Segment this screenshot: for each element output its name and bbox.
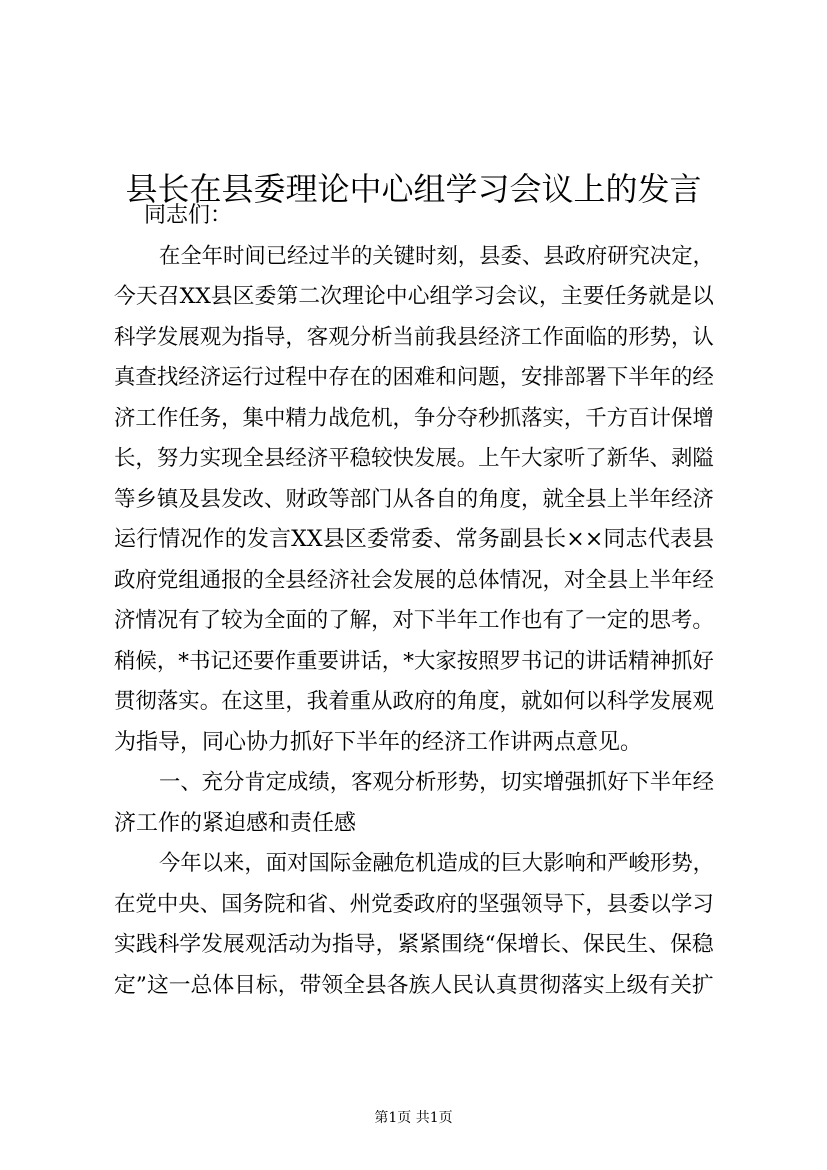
body-line: 政府党组通报的全县经济社会发展的总体情况，对全县上半年经 bbox=[114, 567, 714, 593]
body-line: 长，努力实现全县经济平稳较快发展。上午大家听了新华、剥隘 bbox=[114, 446, 714, 471]
body-line: 为指导，同心协力抓好下半年的经济工作讲两点意见。 bbox=[114, 729, 643, 755]
body-line: 稍候，*书记还要作重要讲话，*大家按照罗书记的讲话精神抓好 bbox=[114, 648, 714, 674]
body-line: 等乡镇及县发改、财政等部门从各自的角度，就全县上半年经济 bbox=[114, 486, 714, 512]
body-line: 济工作任务，集中精力战危机，争分夺秒抓落实，千方百计保增 bbox=[114, 405, 714, 431]
body-line: 在党中央、国务院和省、州党委政府的坚强领导下，县委以学习 bbox=[114, 891, 714, 917]
page-footer: 第1页 共1页 bbox=[374, 1110, 453, 1126]
body-line: 实践科学发展观活动为指导，紧紧围绕“保增长、保民生、保稳 bbox=[114, 932, 714, 957]
document-title: 县长在县委理论中心组学习会议上的发言 bbox=[125, 170, 702, 209]
body-line: 贯彻落实。在这里，我着重从政府的角度，就如何以科学发展观 bbox=[114, 689, 714, 714]
body-line: 今天召XX县区委第二次理论中心组学习会议，主要任务就是以 bbox=[114, 284, 714, 309]
document-body bbox=[0, 196, 827, 1006]
body-line: 济情况有了较为全面的了解，对下半年工作也有了一定的思考。 bbox=[114, 608, 714, 633]
body-line: 定”这一总体目标，带领全县各族人民认真贯彻落实上级有关扩 bbox=[114, 972, 714, 998]
body-line: 济工作的紧迫感和责任感 bbox=[114, 810, 357, 836]
body-line: 今年以来，面对国际金融危机造成的巨大影响和严峻形势， bbox=[159, 851, 714, 876]
body-line: 科学发展观为指导，客观分析当前我县经济工作面临的形势，认 bbox=[114, 324, 714, 350]
body-line: 在全年时间已经过半的关键时刻，县委、县政府研究决定， bbox=[159, 243, 714, 269]
body-line: 一、充分肯定成绩，客观分析形势，切实增强抓好下半年经 bbox=[159, 770, 714, 795]
body-line: 真查找经济运行过程中存在的困难和问题，安排部署下半年的经 bbox=[114, 365, 714, 390]
body-line: 同志们： bbox=[144, 203, 233, 228]
body-line: 运行情况作的发言XX县区委常委、常务副县长××同志代表县 bbox=[114, 527, 715, 552]
